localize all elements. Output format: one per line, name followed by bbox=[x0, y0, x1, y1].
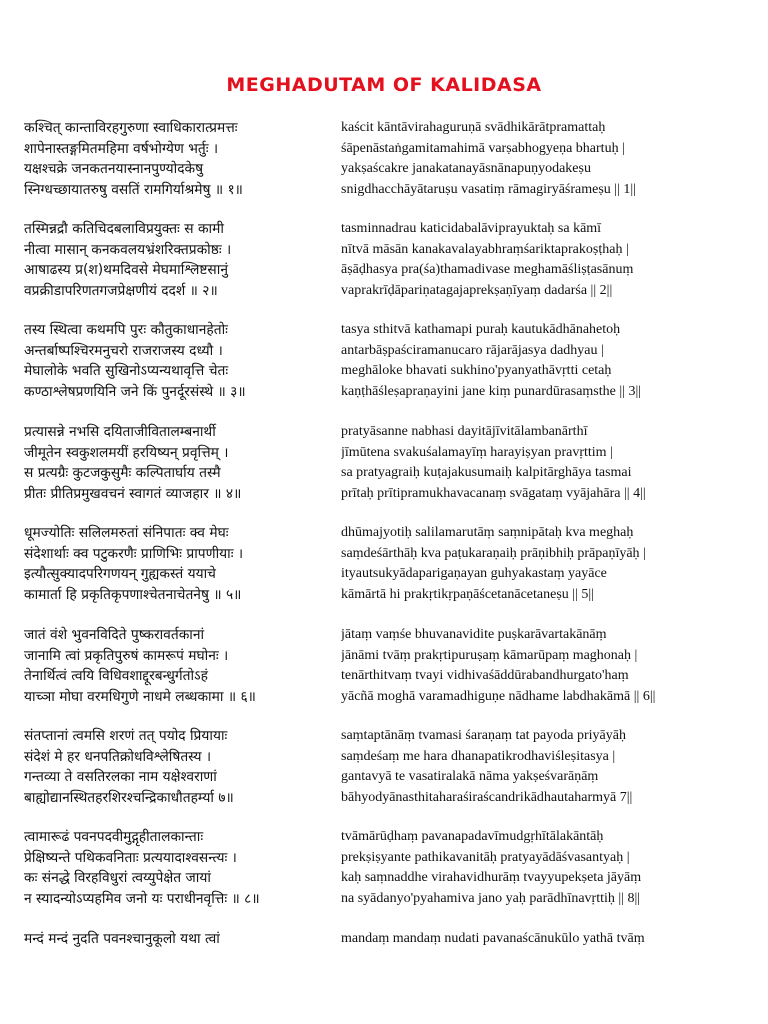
devanagari-line: संदेशार्थाः क्व पटुकरणैः प्राणिभिः प्रापणीयाः । bbox=[24, 545, 244, 562]
devanagari-line: तस्मिन्नद्रौ कतिचिदबलाविप्रयुक्तः स कामी bbox=[24, 221, 224, 237]
devanagari-line: वप्रक्रीडापरिणतगजप्रेक्षणीयं ददर्श ॥ २॥ bbox=[24, 282, 218, 299]
transliteration-line: tasya sthitvā kathamapi puraḥ kautukādhānahetoḥ bbox=[341, 322, 621, 337]
transliteration-line: gantavyā te vasatiralakā nāma yakṣeśvarāṇāṃ bbox=[341, 769, 599, 785]
devanagari-line: याच्ञा मोघा वरमधिगुणे नाधमे लब्धकामा ॥ ६॥ bbox=[24, 688, 256, 705]
transliteration-line: kaḥ saṃnaddhe virahavidhurāṃ tvayyupekṣeta jāyāṃ bbox=[341, 870, 642, 886]
transliteration-line: snigdhacchāyātaruṣu vasatiṃ rāmagiryāśrameṣu || 1|| bbox=[341, 181, 636, 197]
devanagari-line: आषाढस्य प्र(श)थमदिवसे मेघमाश्लिष्टसानुं bbox=[24, 262, 228, 279]
devanagari-line: नीत्वा मासान् कनकवलयभ्रंशरिक्तप्रकोष्ठः । bbox=[24, 241, 232, 258]
devanagari-text bbox=[24, 219, 324, 301]
devanagari-line: कश्चित् कान्ताविरहगुरुणा स्वाधिकारात्प्रमत्तः bbox=[24, 120, 238, 136]
devanagari-line: गन्तव्या ते वसतिरलका नाम यक्षेश्वराणां bbox=[24, 769, 217, 786]
transliteration-line: meghāloke bhavati sukhino'pyanyathāvṛtti cetaḥ bbox=[341, 363, 612, 379]
devanagari-line: कामार्ता हि प्रकृतिकृपणाश्चेतनाचेतनेषु ॥ ५॥ bbox=[24, 586, 242, 603]
devanagari-line: जातं वंशे भुवनविदिते पुष्करावर्तकानां bbox=[24, 627, 205, 643]
devanagari-text bbox=[24, 726, 324, 808]
transliteration-line: jānāmi tvāṃ prakṛtipuruṣaṃ kāmarūpaṃ maghonaḥ | bbox=[341, 647, 638, 663]
transliteration-line: śāpenāstaṅgamitamahimā varṣabhogyeṇa bhartuḥ | bbox=[341, 140, 625, 156]
transliteration-line: prekṣiṣyante pathikavanitāḥ pratyayādāśvasantyaḥ | bbox=[341, 849, 630, 865]
transliteration-line: kāmārtā hi prakṛtikṛpaṇāścetanācetaneṣu || 5|| bbox=[341, 586, 594, 602]
devanagari-line: धूमज्योतिः सलिलमरुतां संनिपातः क्व मेघः bbox=[24, 525, 229, 541]
transliteration-line: ityautsukyādaparigaṇayan guhyakastaṃ yayāce bbox=[341, 566, 607, 582]
devanagari-text bbox=[24, 523, 324, 605]
devanagari-line: प्रत्यासन्ने नभसि दयिताजीवितालम्बनार्थी bbox=[24, 424, 216, 440]
devanagari-text bbox=[24, 625, 324, 707]
devanagari-line: संदेशं मे हर धनपतिक्रोधविश्लेषितस्य । bbox=[24, 748, 212, 765]
transliteration-line: na syādanyo'pyahamiva jano yaḥ parādhīnavṛttiḥ || 8|| bbox=[341, 890, 641, 906]
transliteration-line: vaprakrīḍāpariṇatagajaprekṣaṇīyaṃ dadarśa || 2|| bbox=[341, 282, 613, 298]
transliteration-text bbox=[341, 422, 761, 504]
devanagari-text bbox=[24, 929, 324, 950]
devanagari-line: संतप्तानां त्वमसि शरणं तत् पयोद प्रियायाः bbox=[24, 728, 228, 744]
transliteration-line: pratyāsanne nabhasi dayitājīvitālambanārthī bbox=[341, 424, 588, 439]
devanagari-line: त्वामारूढं पवनपदवीमुद्गृहीतालकान्ताः bbox=[24, 829, 204, 845]
page-title: MEGHADUTAM OF KALIDASA bbox=[226, 74, 542, 96]
devanagari-text bbox=[24, 827, 324, 909]
devanagari-text bbox=[24, 118, 324, 200]
transliteration-line: tasminnadrau katicidabalāviprayuktaḥ sa kāmī bbox=[341, 221, 602, 236]
devanagari-line: तस्य स्थित्वा कथमपि पुरः कौतुकाधानहेतोः bbox=[24, 322, 228, 338]
devanagari-line: बाह्योद्यानस्थितहरशिरश्चन्द्रिकाधौतहर्म्या ७॥ bbox=[24, 789, 234, 806]
transliteration-line: tenārthitvaṃ tvayi vidhivaśāddūrabandhurgato'haṃ bbox=[341, 668, 629, 684]
transliteration-line: saṃdeśārthāḥ kva paṭukaraṇaiḥ prāṇibhiḥ prāpaṇīyāḥ | bbox=[341, 545, 646, 561]
devanagari-line: कण्ठाश्लेषप्रणयिनि जने किं पुनर्दूरसंस्थे ॥ ३॥ bbox=[24, 383, 246, 400]
devanagari-line: यक्षश्चक्रे जनकतनयास्नानपुण्योदकेषु bbox=[24, 161, 204, 178]
devanagari-line: इत्यौत्सुक्यादपरिगणयन् गुह्यकस्तं ययाचे bbox=[24, 566, 216, 583]
devanagari-line: न स्यादन्योऽप्यहमिव जनो यः पराधीनवृत्तिः ॥ ८॥ bbox=[24, 890, 260, 907]
devanagari-line: जानामि त्वां प्रकृतिपुरुषं कामरूपं मघोनः । bbox=[24, 647, 229, 664]
transliteration-line: kaṇṭhāśleṣapraṇayini jane kiṃ punardūrasaṃsthe || 3|| bbox=[341, 383, 642, 399]
devanagari-line: शापेनास्तङ्गमितमहिमा वर्षभोग्येण भर्तुः । bbox=[24, 140, 219, 157]
transliteration-line: antarbāṣpaściramanucaro rājarājasya dadhyau | bbox=[341, 342, 604, 358]
transliteration-line: āṣāḍhasya pra(śa)thamadivase meghamāśliṣṭasānuṃ bbox=[341, 262, 634, 278]
transliteration-text bbox=[341, 929, 761, 950]
transliteration-line: bāhyodyānasthitaharaśiraścandrikādhautaharmyā 7|| bbox=[341, 789, 633, 805]
transliteration-text bbox=[341, 219, 761, 301]
transliteration-line: sa pratyagraiḥ kuṭajakusumaiḥ kalpitārghāya tasmai bbox=[341, 465, 632, 481]
transliteration-line: jātaṃ vaṃśe bhuvanavidite puṣkarāvartakānāṃ bbox=[341, 627, 607, 642]
devanagari-line: जीमूतेन स्वकुशलमयीं हरयिष्यन् प्रवृत्तिम् । bbox=[24, 444, 229, 461]
transliteration-line: saṃtaptānāṃ tvamasi śaraṇaṃ tat payoda priyāyāḥ bbox=[341, 728, 626, 743]
transliteration-line: mandaṃ mandaṃ nudati pavanaścānukūlo yathā tvāṃ bbox=[341, 931, 645, 946]
devanagari-line: तेनार्थित्वं त्वयि विधिवशाद्दूरबन्धुर्गतोऽहं bbox=[24, 668, 208, 685]
devanagari-line: अन्तर्बाष्पश्चिरमनुचरो राजराजस्य दध्यौ । bbox=[24, 342, 223, 359]
transliteration-line: nītvā māsān kanakavalayabhraṃśariktaprakoṣṭhaḥ | bbox=[341, 241, 629, 257]
devanagari-line: कः संनद्धे विरहविधुरां त्वय्युपेक्षेत जायां bbox=[24, 870, 211, 887]
transliteration-text bbox=[341, 625, 761, 707]
devanagari-line: मेघालोके भवति सुखिनोऽप्यन्यथावृत्ति चेतः bbox=[24, 363, 229, 380]
transliteration-text bbox=[341, 320, 761, 402]
devanagari-line: स्निग्धच्छायातरुषु वसतिं रामगिर्याश्रमेषु ॥ १॥ bbox=[24, 181, 243, 198]
transliteration-text bbox=[341, 726, 761, 808]
transliteration-line: dhūmajyotiḥ salilamarutāṃ saṃnipātaḥ kva meghaḥ bbox=[341, 525, 634, 540]
transliteration-line: jīmūtena svakuśalamayīṃ harayiṣyan pravṛttim | bbox=[341, 444, 613, 460]
transliteration-text bbox=[341, 827, 761, 909]
devanagari-text bbox=[24, 320, 324, 402]
devanagari-line: स प्रत्यग्रैः कुटजकुसुमैः कल्पितार्घाय तस्मै bbox=[24, 465, 221, 482]
devanagari-line: प्रेक्षिष्यन्ते पथिकवनिताः प्रत्ययादाश्वसन्त्यः । bbox=[24, 849, 237, 866]
devanagari-line: मन्दं मन्दं नुदति पवनश्चानुकूलो यथा त्वां bbox=[24, 931, 220, 947]
devanagari-text bbox=[24, 422, 324, 504]
transliteration-line: yakṣaścakre janakatanayāsnānapuṇyodakeṣu bbox=[341, 161, 591, 177]
transliteration-text bbox=[341, 523, 761, 605]
transliteration-line: yācñā moghā varamadhiguṇe nādhame labdhakāmā || 6|| bbox=[341, 688, 656, 704]
transliteration-text bbox=[341, 118, 761, 200]
transliteration-line: saṃdeśaṃ me hara dhanapatikrodhaviśleṣitasya | bbox=[341, 748, 616, 764]
transliteration-line: kaścit kāntāvirahaguruṇā svādhikārātpramattaḥ bbox=[341, 120, 606, 135]
devanagari-line: प्रीतः प्रीतिप्रमुखवचनं स्वागतं व्याजहार ॥ ४॥ bbox=[24, 485, 242, 502]
transliteration-line: prītaḥ prītipramukhavacanaṃ svāgataṃ vyājahāra || 4|| bbox=[341, 485, 646, 501]
transliteration-line: tvāmārūḍhaṃ pavanapadavīmudgṛhītālakāntāḥ bbox=[341, 829, 604, 844]
